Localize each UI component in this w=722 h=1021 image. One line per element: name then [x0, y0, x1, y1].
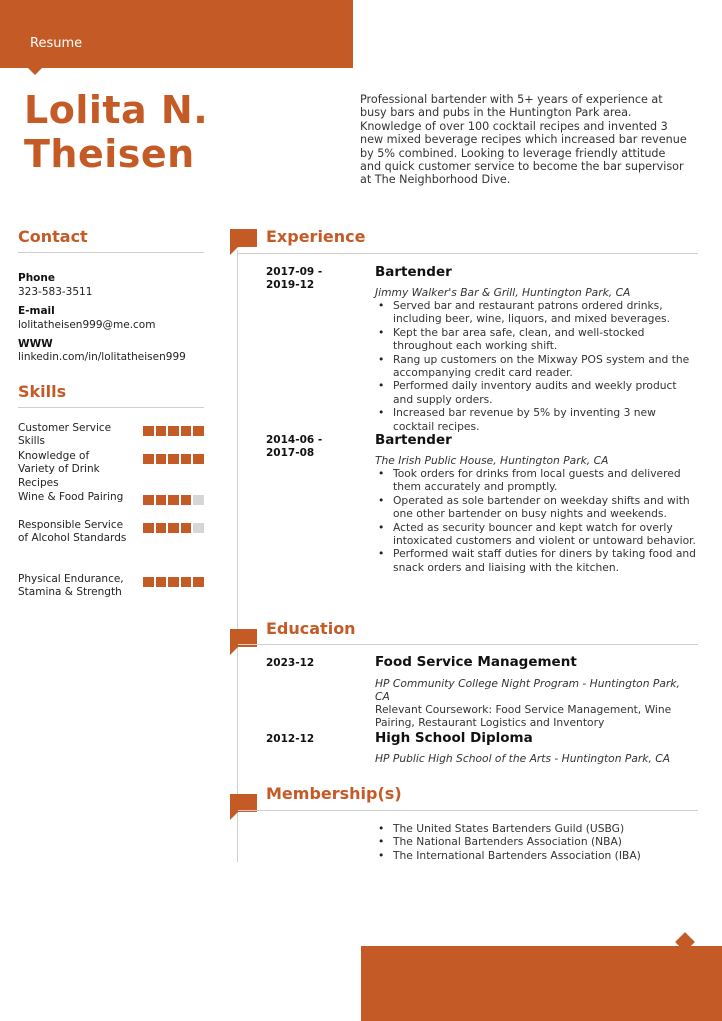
experience-marker-tail	[230, 247, 238, 255]
email-label: E-mail	[18, 305, 55, 317]
job-1-role: Bartender	[375, 264, 452, 280]
list-item: • The United States Bartenders Guild (USBG)	[375, 822, 697, 835]
www-value: linkedin.com/in/lolitatheisen999	[18, 351, 186, 363]
job-1-date-start: 2017-09 -	[266, 266, 323, 278]
resume-label: Resume	[30, 36, 83, 51]
list-item: • Performed wait staff duties for diners by taking food and snack orders and liaising with the kitchen.	[375, 547, 697, 574]
edu-1-degree: Food Service Management	[375, 654, 577, 670]
list-item: • The International Bartenders Association (IBA)	[375, 849, 697, 862]
edu-1-date: 2023-12	[266, 657, 315, 669]
rating-filled-square	[156, 454, 167, 464]
header-notch	[28, 68, 42, 75]
membership-marker-tail	[230, 812, 238, 820]
phone-value: 323-583-3511	[18, 286, 93, 298]
job-2-dates	[266, 434, 336, 461]
rating-filled-square	[143, 454, 154, 464]
membership-list	[375, 822, 697, 862]
rating-filled-square	[181, 495, 192, 505]
list-item: • Increased bar revenue by 5% by inventing 3 new cocktail recipes.	[375, 406, 697, 433]
timeline-line	[237, 250, 238, 862]
membership-heading: Membership(s)	[266, 784, 402, 803]
www-label: WWW	[18, 338, 53, 350]
rating-filled-square	[143, 523, 154, 533]
skills-divider	[18, 407, 204, 408]
job-2-date-end: 2017-08	[266, 447, 315, 460]
rating-filled-square	[168, 577, 179, 587]
contact-divider	[18, 252, 204, 253]
rating-filled-square	[193, 426, 204, 436]
rating-filled-square	[193, 577, 204, 587]
rating-filled-square	[168, 426, 179, 436]
edu-1-school: HP Community College Night Program - Huntington Park, CA	[375, 677, 680, 704]
experience-divider	[238, 253, 698, 254]
education-divider	[238, 644, 698, 645]
summary-text: Professional bartender with 5+ years of experience at busy bars and pubs in the Huntington Park area. Knowledge of over 100 cocktail recipes and invented 3 new mixed beverage recipes which increased bar revenue by 5% combined. Looking to leverage friendly attitude and quick customer service to become the bar supervisor at The Neighborhood Dive.	[360, 93, 687, 187]
education-heading: Education	[266, 619, 356, 638]
name-second-line: Theisen	[24, 132, 195, 176]
rating-filled-square	[156, 577, 167, 587]
rating-empty-square	[193, 495, 204, 505]
skill-name: Responsible Service of Alcohol Standards	[18, 519, 127, 545]
candidate-name	[24, 88, 208, 176]
skill-name: Customer Service Skills	[18, 422, 112, 448]
phone-label: Phone	[18, 272, 55, 284]
contact-heading: Contact	[18, 227, 88, 246]
list-item: • Rang up customers on the Mixway POS system and the accompanying credit card reader.	[375, 353, 697, 380]
job-2-bullets	[375, 467, 697, 574]
rating-filled-square	[168, 454, 179, 464]
skill-name: Knowledge of Variety of Drink Recipes	[18, 450, 100, 489]
rating-filled-square	[181, 577, 192, 587]
rating-empty-square	[193, 523, 204, 533]
list-item: • Took orders for drinks from local guests and delivered them accurately and promptly.	[375, 467, 697, 494]
rating-filled-square	[168, 495, 179, 505]
skill-rating	[143, 454, 204, 464]
rating-filled-square	[143, 426, 154, 436]
edu-2-date: 2012-12	[266, 733, 315, 745]
skill-rating	[143, 577, 204, 587]
list-item: • Kept the bar area safe, clean, and well-stocked throughout each working shift.	[375, 326, 697, 353]
job-1-bullets	[375, 299, 697, 433]
rating-filled-square	[168, 523, 179, 533]
name-first-line: Lolita N.	[24, 88, 209, 132]
skill-rating	[143, 523, 204, 533]
job-2-role: Bartender	[375, 432, 452, 448]
skill-name: Physical Endurance, Stamina & Strength	[18, 573, 124, 599]
job-2-org: The Irish Public House, Huntington Park, CA	[375, 454, 609, 467]
membership-divider	[238, 810, 698, 811]
edu-2-degree: High School Diploma	[375, 730, 533, 746]
job-1-org: Jimmy Walker's Bar & Grill, Huntington Park, CA	[375, 286, 631, 299]
education-marker-tail	[230, 647, 238, 655]
email-value: lolitatheisen999@me.com	[18, 319, 156, 331]
rating-filled-square	[143, 577, 154, 587]
rating-filled-square	[156, 426, 167, 436]
rating-filled-square	[181, 454, 192, 464]
job-1-date-end: 2019-12	[266, 279, 315, 292]
experience-marker	[230, 229, 257, 247]
rating-filled-square	[181, 523, 192, 533]
job-2-date-start: 2014-06 -	[266, 434, 323, 446]
rating-filled-square	[156, 495, 167, 505]
rating-filled-square	[156, 523, 167, 533]
skill-rating	[143, 495, 204, 505]
edu-1-coursework: Relevant Coursework: Food Service Management, Wine Pairing, Restaurant Logistics and Inventory	[375, 703, 672, 730]
rating-filled-square	[193, 454, 204, 464]
rating-filled-square	[143, 495, 154, 505]
experience-heading: Experience	[266, 227, 366, 246]
list-item: • Served bar and restaurant patrons ordered drinks, including beer, wine, liquors, and mixed beverages.	[375, 299, 697, 326]
list-item: • The National Bartenders Association (NBA)	[375, 835, 697, 848]
header-band	[0, 0, 353, 68]
rating-filled-square	[181, 426, 192, 436]
skill-rating	[143, 426, 204, 436]
list-item: • Acted as security bouncer and kept watch for overly intoxicated customers and violent or untoward behavior.	[375, 521, 697, 548]
skill-name: Wine & Food Pairing	[18, 491, 124, 503]
list-item: • Performed daily inventory audits and weekly product and supply orders.	[375, 379, 697, 406]
list-item: • Operated as sole bartender on weekday shifts and with one other bartender on busy nights and weekends.	[375, 494, 697, 521]
skills-heading: Skills	[18, 382, 67, 401]
job-1-dates	[266, 266, 336, 293]
footer-band	[361, 946, 722, 1021]
edu-2-school: HP Public High School of the Arts - Huntington Park, CA	[375, 752, 671, 765]
